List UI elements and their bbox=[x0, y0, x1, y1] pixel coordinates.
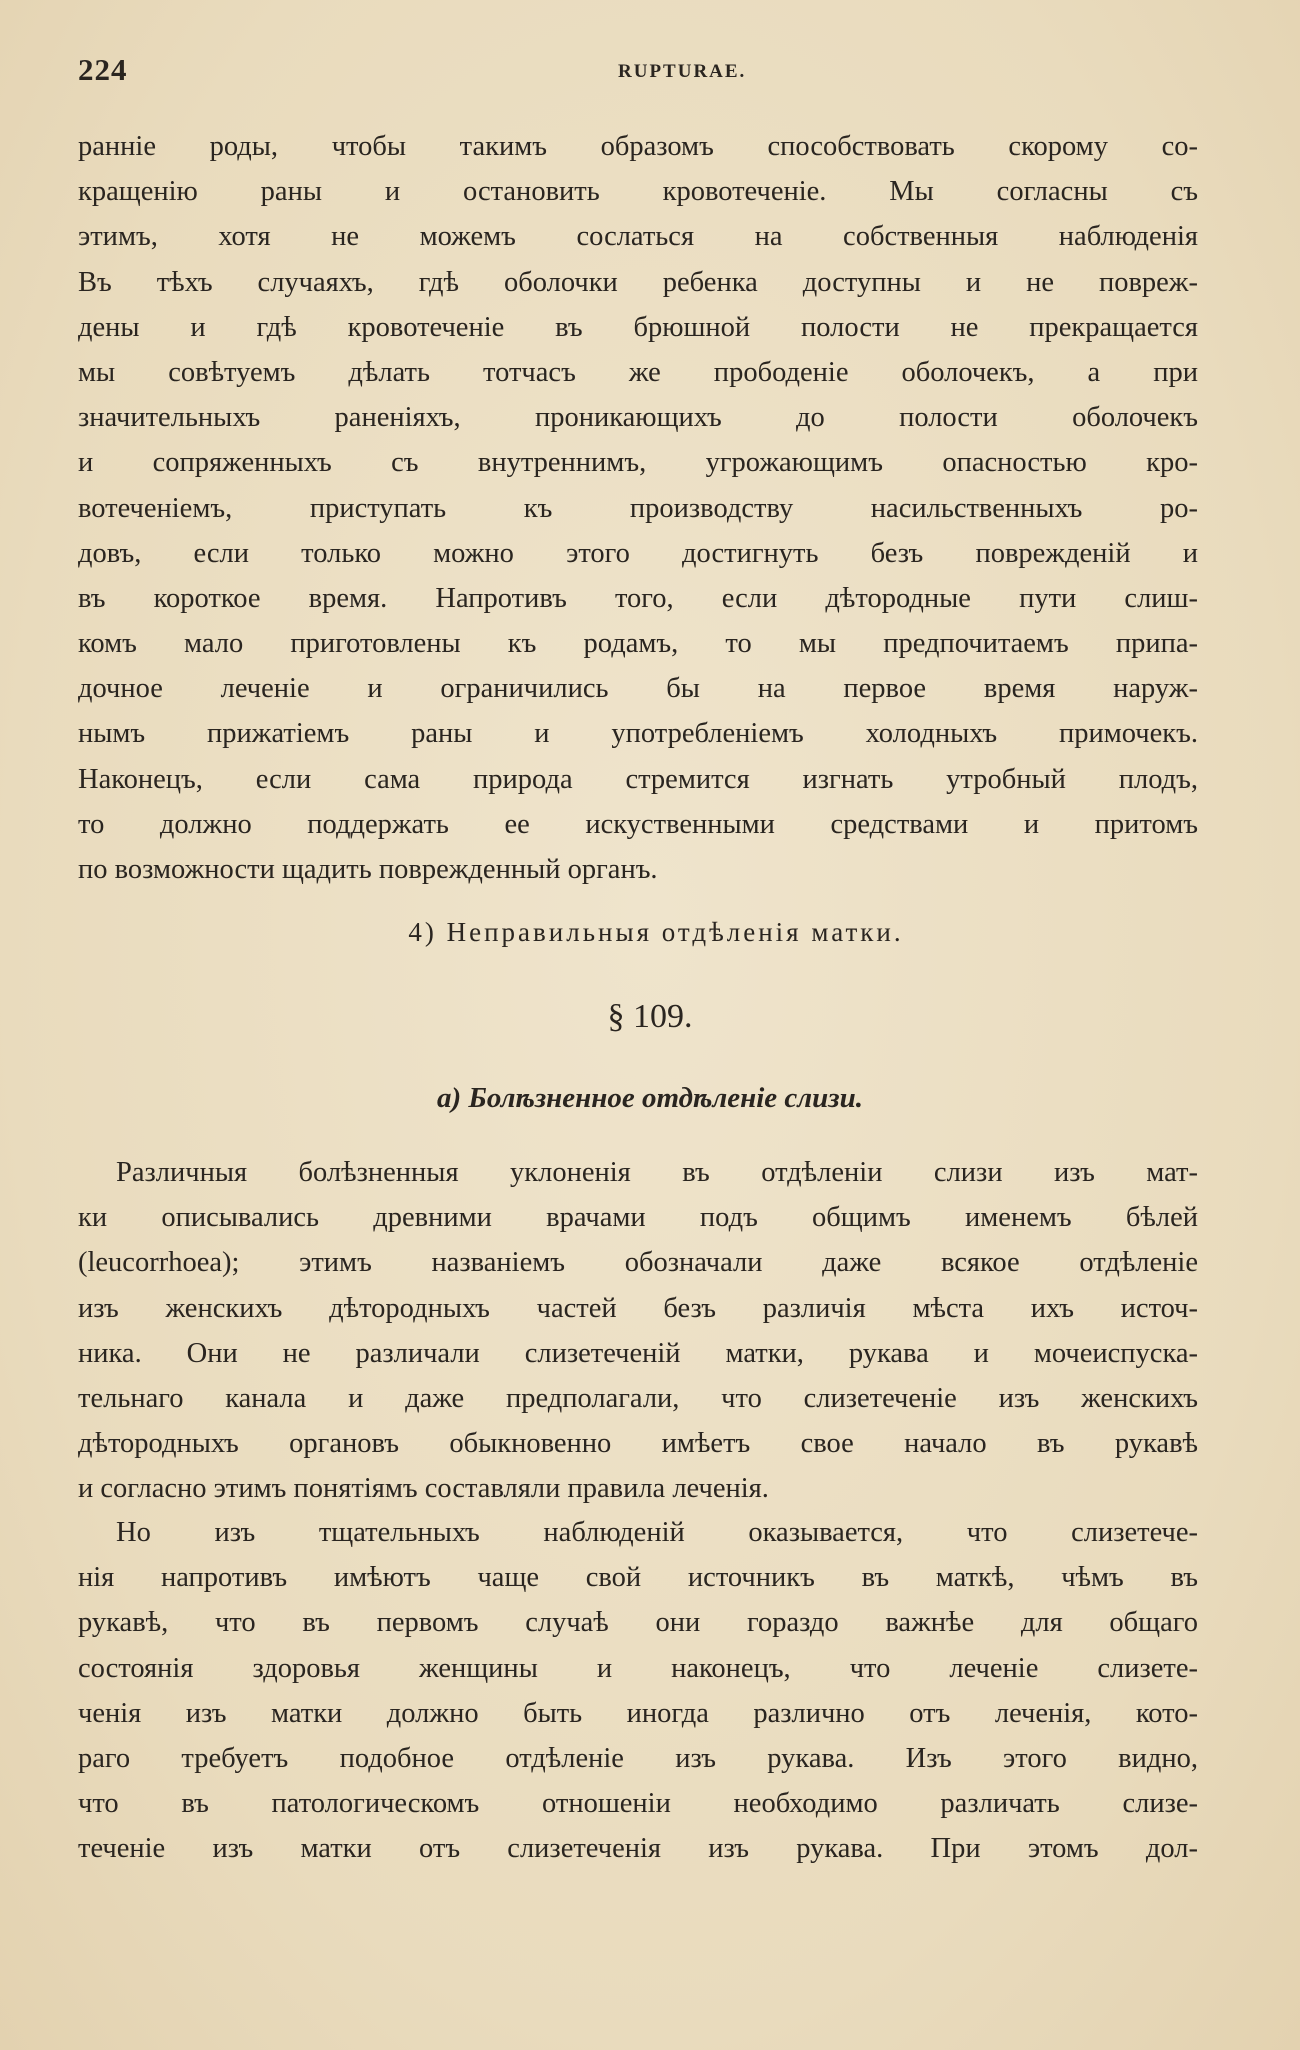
text-line: и сопряженныхъ съ внутреннимъ, угрожающимъ опасностью кро- bbox=[78, 447, 1198, 479]
text-line: ника. Они не различали слизетеченій матки, рукава и мочеиспуска- bbox=[78, 1337, 1198, 1369]
text-line: дены и гдѣ кровотеченіе въ брюшной полости не прекращается bbox=[78, 311, 1198, 343]
text-line: кращенію раны и остановить кровотеченіе. Мы согласны съ bbox=[78, 176, 1198, 208]
section-number: § 109. bbox=[607, 998, 693, 1035]
section-title: a) Болѣзненное отдѣленіе слизи. bbox=[437, 1082, 863, 1114]
paragraph-3 bbox=[78, 1510, 1198, 1872]
text-line: Но изъ тщательныхъ наблюденій оказывается, что слизетече- bbox=[116, 1517, 1198, 1548]
text-line: комъ мало приготовлены къ родамъ, то мы предпочитаемъ припа- bbox=[78, 628, 1198, 660]
text-line: значительныхъ раненіяхъ, проникающихъ до полости оболочекъ bbox=[78, 402, 1198, 434]
text-line: по возможности щадить поврежденный органъ. bbox=[78, 854, 658, 885]
text-line: теченіе изъ матки отъ слизетеченія изъ рукава. При этомъ дол- bbox=[78, 1833, 1198, 1865]
text-line: состоянія здоровья женщины и наконецъ, что леченіе слизете- bbox=[78, 1652, 1198, 1684]
chapter-heading: 4) Неправильныя отдѣленія матки. bbox=[408, 917, 904, 947]
text-line: этимъ, хотя не можемъ сослаться на собственныя наблюденія bbox=[78, 221, 1198, 253]
page-header bbox=[78, 52, 1208, 92]
text-line: изъ женскихъ дѣтородныхъ частей безъ различія мѣста ихъ источ- bbox=[78, 1292, 1198, 1324]
text-line: ки описывались древними врачами подъ общимъ именемъ бѣлей bbox=[78, 1202, 1198, 1234]
text-line: Различныя болѣзненныя уклоненія въ отдѣленіи слизи изъ мат- bbox=[116, 1157, 1198, 1188]
text-line: довъ, если только можно этого достигнуть безъ поврежденій и bbox=[78, 537, 1198, 569]
page-number: 224 bbox=[78, 52, 128, 87]
text-line: ранніе роды, чтобы такимъ образомъ способствовать скорому со- bbox=[78, 131, 1198, 162]
text-line: нымъ прижатіемъ раны и употребленіемъ холодныхъ примочекъ. bbox=[78, 718, 1198, 750]
paragraph-2 bbox=[78, 1150, 1198, 1512]
text-line: и согласно этимъ понятіямъ составляли правила леченія. bbox=[78, 1473, 769, 1505]
text-line: Наконецъ, если сама природа стремится изгнать утробный плодъ, bbox=[78, 763, 1198, 795]
text-line: дочное леченіе и ограничились бы на первое время наруж- bbox=[78, 673, 1198, 705]
text-line: Въ тѣхъ случаяхъ, гдѣ оболочки ребенка доступны и не повреж- bbox=[78, 266, 1198, 298]
text-line: что въ патологическомъ отношеніи необходимо различать слизе- bbox=[78, 1788, 1198, 1820]
text-line: то должно поддержать ее искуственными средствами и притомъ bbox=[78, 808, 1198, 840]
text-line: ченія изъ матки должно быть иногда различно отъ леченія, кото- bbox=[78, 1697, 1198, 1729]
paragraph-1 bbox=[78, 124, 1198, 892]
text-line: вотеченіемъ, приступать къ производству насильственныхъ ро- bbox=[78, 492, 1198, 524]
text-line: въ короткое время. Напротивъ того, если дѣтородные пути слиш- bbox=[78, 582, 1198, 614]
text-line: дѣтородныхъ органовъ обыкновенно имѣетъ свое начало въ рукавѣ bbox=[78, 1428, 1198, 1460]
text-line: раго требуетъ подобное отдѣленіе изъ рукава. Изъ этого видно, bbox=[78, 1742, 1198, 1774]
text-line: мы совѣтуемъ дѣлать тотчасъ же прободеніе оболочекъ, а при bbox=[78, 356, 1198, 388]
text-line: рукавѣ, что въ первомъ случаѣ они гораздо важнѣе для общаго bbox=[78, 1607, 1198, 1639]
text-line: нія напротивъ имѣютъ чаще свой источникъ въ маткѣ, чѣмъ въ bbox=[78, 1562, 1198, 1594]
text-line: тельнаго канала и даже предполагали, что слизетеченіе изъ женскихъ bbox=[78, 1382, 1198, 1414]
running-head: RUPTURAE. bbox=[618, 61, 747, 82]
text-line: (leucorrhoea); этимъ названіемъ обозначали даже всякое отдѣленіе bbox=[78, 1247, 1198, 1279]
